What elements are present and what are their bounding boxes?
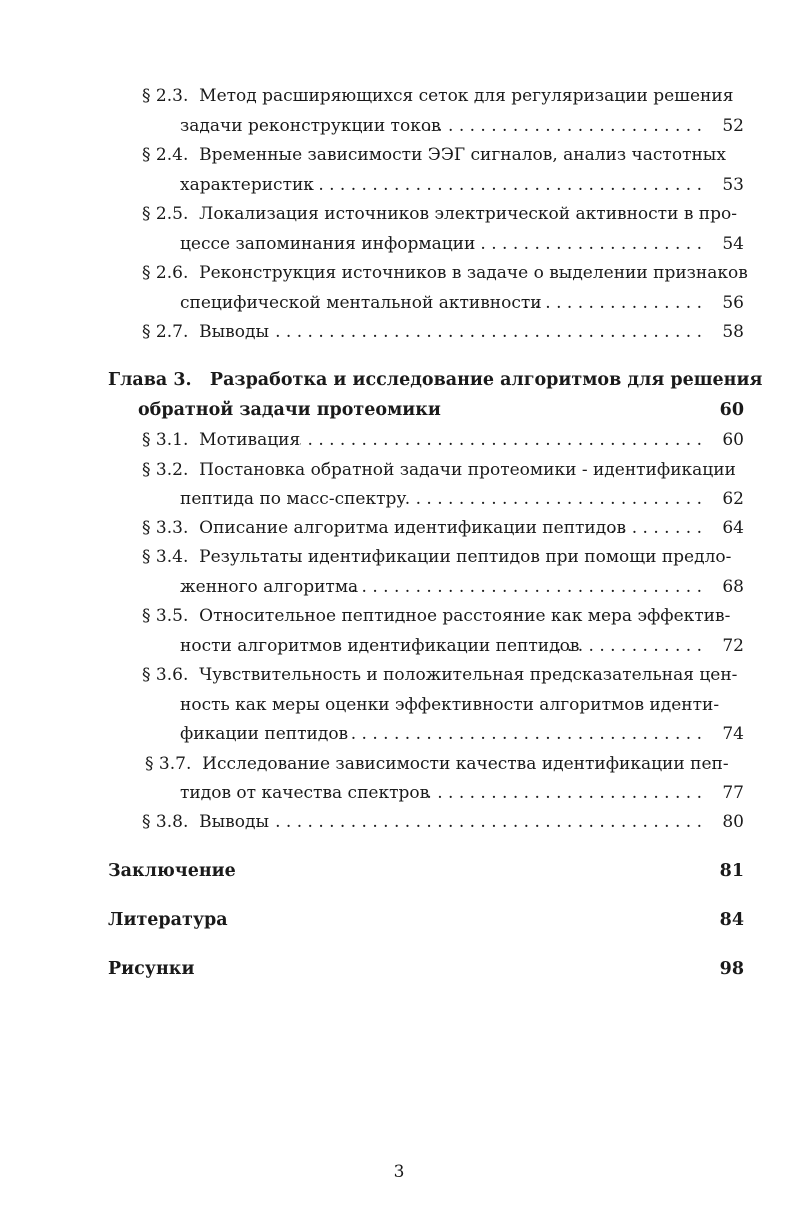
toc-entry-3-5 bbox=[142, 606, 730, 626]
section-title-line1: Выводы bbox=[199, 322, 269, 342]
section-title-line2: цессе запоминания информации bbox=[180, 234, 476, 254]
toc-entry-3-2 bbox=[142, 460, 736, 480]
toc-entry-3-4 bbox=[142, 547, 731, 567]
page-ref: 62 bbox=[722, 489, 744, 509]
section-title-line1: Описание алгоритма идентификации пептидов bbox=[199, 518, 627, 538]
toc-entry-3-8 bbox=[142, 812, 269, 832]
toc-entry-2-7 bbox=[142, 322, 269, 342]
section-title-line2: задачи реконструкции токов bbox=[180, 116, 441, 136]
section-number: § 2.7. bbox=[142, 322, 189, 342]
leader-dots bbox=[420, 783, 702, 803]
leader-dots bbox=[306, 175, 702, 195]
section-title-line2: женного алгоритма bbox=[180, 577, 359, 597]
section-title-line2: ности алгоритмов идентификации пептидов bbox=[180, 636, 580, 656]
section-number: § 2.5. bbox=[142, 204, 189, 224]
section-number: § 3.8. bbox=[142, 812, 189, 832]
section-title-line1: Относительное пептидное расстояние как мера эффектив- bbox=[199, 606, 731, 626]
section-title-line1: Реконструкция источников в задаче о выделении признаков bbox=[199, 263, 748, 283]
page-ref: 54 bbox=[722, 234, 744, 254]
chapter-title-line2: обратной задачи протеомики bbox=[138, 400, 441, 420]
section-number: § 3.4. bbox=[142, 547, 189, 567]
section-title-line1: Временные зависимости ЭЭГ сигналов, анализ частотных bbox=[199, 145, 726, 165]
chapter-title-line1: Разработка и исследование алгоритмов для решения bbox=[209, 370, 763, 390]
toc-entry-2-3 bbox=[142, 86, 733, 106]
section-title-line1: Выводы bbox=[199, 812, 269, 832]
section-number: § 3.6. bbox=[142, 665, 189, 685]
leader-dots bbox=[556, 636, 702, 656]
page-ref: 56 bbox=[722, 293, 744, 313]
section-title-line1: Результаты идентификации пептидов при помощи предло- bbox=[199, 547, 732, 567]
page-ref: 64 bbox=[722, 518, 744, 538]
toc-figures: Рисунки bbox=[108, 959, 195, 979]
section-title-line2: специфической ментальной активности bbox=[180, 293, 542, 313]
section-title-line2: характеристик bbox=[180, 175, 314, 195]
leader-dots bbox=[466, 234, 702, 254]
toc-entry-3-3 bbox=[142, 518, 626, 538]
page-ref: 80 bbox=[722, 812, 744, 832]
toc-conclusion: Заключение bbox=[108, 861, 236, 881]
section-title-line1: Исследование зависимости качества идентификации пеп- bbox=[202, 754, 729, 774]
toc-entry-2-6 bbox=[142, 263, 748, 283]
section-title-line1: Мотивация bbox=[199, 430, 301, 450]
toc-entry-3-6 bbox=[142, 665, 737, 685]
leader-dots bbox=[276, 322, 702, 342]
leader-dots bbox=[420, 116, 702, 136]
page-ref: 84 bbox=[719, 910, 744, 930]
page-ref: 72 bbox=[722, 636, 744, 656]
section-number: § 3.7. bbox=[145, 754, 192, 774]
section-title-line2: тидов от качества спектров bbox=[180, 783, 430, 803]
section-number: § 3.3. bbox=[142, 518, 189, 538]
leader-dots bbox=[352, 577, 702, 597]
leader-dots bbox=[398, 489, 702, 509]
page-ref: 77 bbox=[722, 783, 744, 803]
leader-dots bbox=[276, 812, 702, 832]
page-ref: 81 bbox=[719, 861, 744, 881]
section-number: § 2.4. bbox=[142, 145, 189, 165]
section-number: § 3.5. bbox=[142, 606, 189, 626]
section-title-line2: пептида по масс-спектру bbox=[180, 489, 407, 509]
page-number: 3 bbox=[393, 1162, 405, 1182]
section-title-line1: Метод расширяющихся сеток для регуляризации решения bbox=[199, 86, 734, 106]
page-ref: 74 bbox=[722, 724, 744, 744]
section-number: § 2.3. bbox=[142, 86, 189, 106]
section-number: § 3.1. bbox=[142, 430, 189, 450]
toc-entry-3-7 bbox=[145, 754, 729, 774]
leader-dots bbox=[522, 293, 702, 313]
page-ref: 53 bbox=[722, 175, 744, 195]
section-title-line2: ность как меры оценки эффективности алгоритмов иденти- bbox=[180, 695, 720, 715]
section-title-line1: Локализация источников электрической активности в про- bbox=[199, 204, 737, 224]
section-number: § 2.6. bbox=[142, 263, 189, 283]
section-number: § 3.2. bbox=[142, 460, 189, 480]
section-title-line3: фикации пептидов bbox=[180, 724, 349, 744]
section-title-line1: Постановка обратной задачи протеомики - идентификации bbox=[199, 460, 736, 480]
page-ref: 98 bbox=[719, 959, 744, 979]
page-ref: 58 bbox=[722, 322, 744, 342]
toc-entry-2-4 bbox=[142, 145, 726, 165]
leader-dots bbox=[352, 724, 702, 744]
leader-dots bbox=[608, 518, 702, 538]
toc-entry-3-1 bbox=[142, 430, 300, 450]
page-ref: 68 bbox=[722, 577, 744, 597]
toc-entry-2-5 bbox=[142, 204, 737, 224]
toc-literature: Литература bbox=[108, 910, 228, 930]
page-ref: 60 bbox=[722, 430, 744, 450]
page-ref: 52 bbox=[722, 116, 744, 136]
chapter-label: Глава 3. bbox=[108, 370, 192, 390]
section-title-line1: Чувствительность и положительная предсказательная цен- bbox=[199, 665, 738, 685]
toc-chapter-3 bbox=[108, 370, 762, 390]
leader-dots bbox=[300, 430, 702, 450]
page-ref: 60 bbox=[719, 400, 744, 420]
